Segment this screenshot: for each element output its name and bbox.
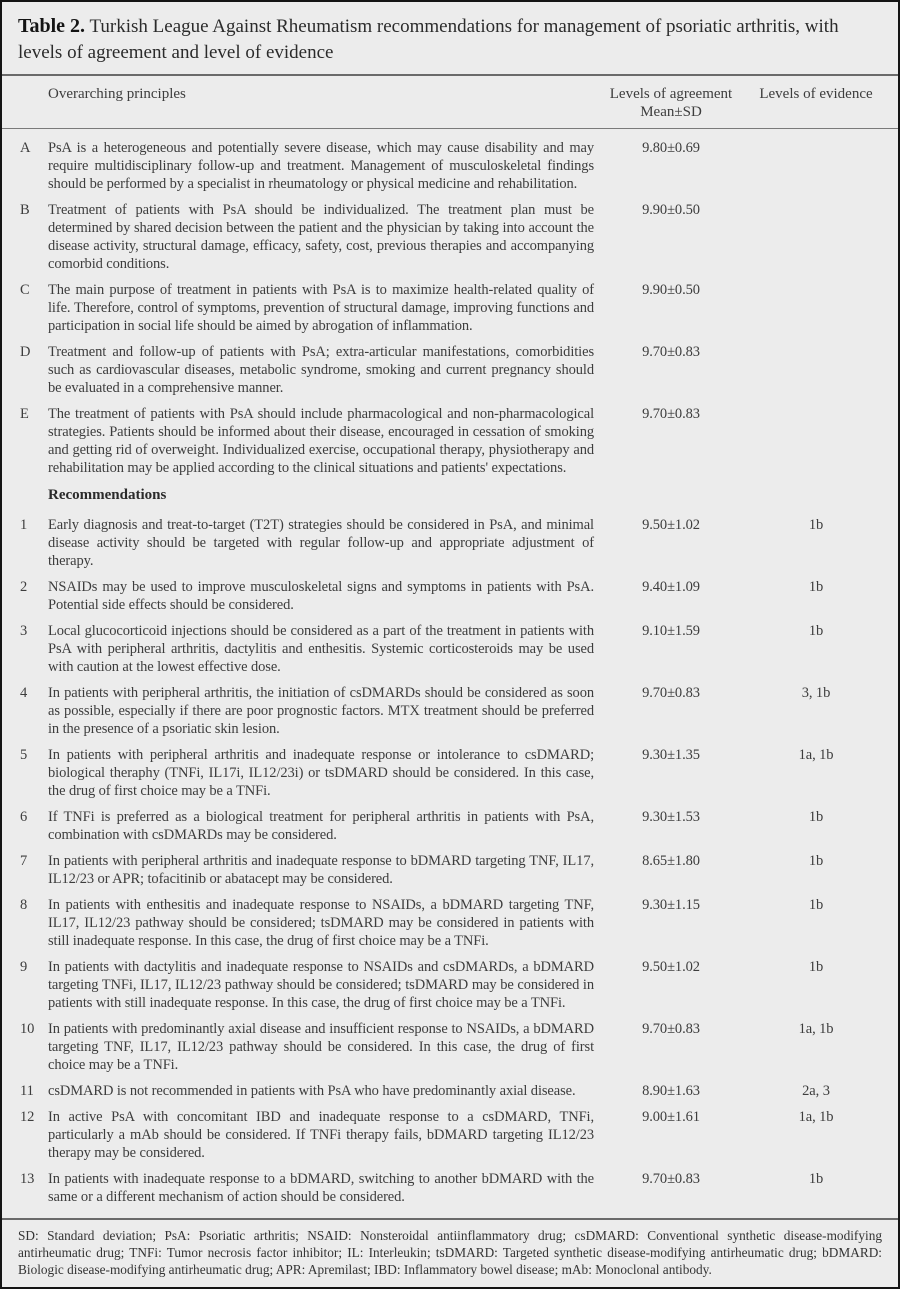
row-agreement-value: 9.50±1.02	[642, 517, 700, 533]
row-id: 1	[20, 517, 28, 533]
table-row	[18, 343, 886, 397]
table-title-label: Table 2.	[18, 15, 86, 37]
row-evidence-value: 1b	[808, 623, 824, 639]
row-agreement-value: 9.50±1.02	[642, 959, 700, 975]
row-agreement-value: 9.70±0.83	[642, 1171, 700, 1187]
row-agreement-value: 9.70±0.83	[642, 685, 700, 701]
row-text: csDMARD is not recommended in patients with PsA who have predominantly axial disease.	[48, 1083, 576, 1099]
row-id: 7	[20, 853, 28, 869]
row-agreement-value: 9.90±0.50	[642, 282, 700, 298]
row-text: In patients with peripheral arthritis and inadequate response or intolerance to csDMARD; biological theraphy (TNFi, IL17i, IL12/23i) or tsDMARD should be considered. In this case, the drug of first choice may be a TNFi.	[48, 747, 594, 799]
row-id: 11	[20, 1083, 34, 1099]
row-id: D	[20, 344, 31, 360]
row-agreement-value: 9.10±1.59	[642, 623, 700, 639]
row-text: In patients with dactylitis and inadequate response to NSAIDs and csDMARDs, a bDMARD targeting TNFi, IL17, IL12/23 pathway should be considered; tsDMARD may be considered in patients with still inadequate response. In this case, the drug of first choice may be a TNFi.	[48, 959, 594, 1011]
row-agreement-value: 9.00±1.61	[642, 1109, 700, 1125]
row-text: Early diagnosis and treat-to-target (T2T) strategies should be considered in PsA, and minimal disease activity should be targeted with regular follow-up and appropriate adjustment of therapy.	[48, 517, 594, 569]
row-evidence-value: 1b	[808, 853, 824, 869]
row-id: A	[20, 140, 31, 156]
table-row	[18, 1082, 886, 1100]
table-row	[18, 405, 886, 477]
column-header-row	[2, 76, 898, 128]
row-evidence-value: 1a, 1b	[798, 747, 834, 763]
recommendations-rows	[18, 516, 886, 1206]
row-agreement-value: 8.90±1.63	[642, 1083, 700, 1099]
table-row	[18, 746, 886, 800]
row-evidence-value: 1b	[808, 1171, 824, 1187]
row-evidence-value: 1b	[808, 897, 824, 913]
row-agreement-value: 9.40±1.09	[642, 579, 700, 595]
table-row	[18, 684, 886, 738]
row-text: The main purpose of treatment in patients with PsA is to maximize health-related quality of life. Therefore, control of symptoms, prevention of structural damage, improving functions and participation in social life should be aimed by abrogation of inflammation.	[48, 282, 594, 334]
row-text: In patients with predominantly axial disease and insufficient response to NSAIDs, a bDMARD targeting TNF, IL17, IL12/23 pathway should be considered. In this case, the drug of first choice may be a TNFi.	[48, 1021, 594, 1073]
table-body	[2, 129, 898, 1218]
row-agreement-value: 9.30±1.35	[642, 747, 700, 763]
row-id: E	[20, 406, 29, 422]
row-text: Treatment and follow-up of patients with PsA; extra-articular manifestations, comorbidities such as cardiovascular diseases, metabolic syndrome, smoking and current pregnancy should be evaluated in a comprehensive manner.	[48, 344, 594, 396]
column-header-evidence: Levels of evidence	[759, 86, 873, 102]
row-evidence-value: 2a, 3	[802, 1083, 830, 1099]
table-row	[18, 1020, 886, 1074]
row-evidence-value: 1b	[808, 809, 824, 825]
table-title-text: Turkish League Against Rheumatism recommendations for management of psoriatic arthritis, with levels of agreement and level of evidence	[18, 16, 839, 63]
row-text: If TNFi is preferred as a biological treatment for peripheral arthritis in patients with PsA, combination with csDMARDs may be considered.	[48, 809, 594, 843]
row-evidence-value: 3, 1b	[801, 685, 831, 701]
row-text: In patients with enthesitis and inadequate response to NSAIDs, a bDMARD targeting TNF, IL17, IL12/23 pathway should be considered; tsDMARD may be considered in patients with still inadequate response. In this case, the drug of first choice may be a TNFi.	[48, 897, 594, 949]
table-row	[18, 516, 886, 570]
row-id: C	[20, 282, 30, 298]
table-row	[18, 808, 886, 844]
row-id: 2	[20, 579, 28, 595]
table-row	[18, 201, 886, 273]
row-agreement-value: 9.70±0.83	[642, 406, 700, 422]
table-row	[18, 1170, 886, 1206]
row-id: 6	[20, 809, 28, 825]
section-heading-recommendations: Recommendations	[48, 487, 167, 503]
row-evidence-value: 1b	[808, 517, 824, 533]
row-agreement-value: 8.65±1.80	[642, 853, 700, 869]
row-text: In patients with peripheral arthritis, the initiation of csDMARDs should be considered as soon as possible, especially if there are poor prognostic factors. MTX treatment should be preferred in the presence of a psoriatic skin lesion.	[48, 685, 594, 737]
table-row	[18, 896, 886, 950]
table-title	[2, 2, 898, 74]
footnote: SD: Standard deviation; PsA: Psoriatic arthritis; NSAID: Nonsteroidal antiinflammatory drug; csDMARD: Conventional synthetic disease-modifying antirheumatic drug; TNFi: Tumor necrosis factor inhibitor; IL: Interleukin; tsDMARD: Targeted synthetic disease-modifying antirheumatic drug; bDMARD: Biologic disease-modifying antirheumatic drug; APR: Apremilast; IBD: Inflammatory bowel disease; mAb: Monoclonal antibody.	[2, 1218, 898, 1287]
row-evidence-value: 1a, 1b	[798, 1109, 834, 1125]
row-agreement-value: 9.90±0.50	[642, 202, 700, 218]
row-id: 4	[20, 685, 28, 701]
row-id: 12	[20, 1109, 35, 1125]
row-text: In patients with inadequate response to a bDMARD, switching to another bDMARD with the same or a different mechanism of action should be considered.	[48, 1171, 594, 1205]
row-text: In patients with peripheral arthritis and inadequate response to bDMARD targeting TNF, IL17, IL12/23 or APR; tofacitinib or abatacept may be considered.	[48, 853, 594, 887]
row-id: 8	[20, 897, 28, 913]
column-header-agreement-line2: Mean±SD	[640, 104, 702, 120]
table-row	[18, 958, 886, 1012]
row-agreement-value: 9.30±1.53	[642, 809, 700, 825]
table-row	[18, 622, 886, 676]
row-text: Local glucocorticoid injections should be considered as a part of the treatment in patients with PsA with peripheral arthritis, dactylitis and enthesitis. Systemic corticosteroids may be used with caution at the lowest effective dose.	[48, 623, 594, 675]
row-text: The treatment of patients with PsA should include pharmacological and non-pharmacological strategies. Patients should be informed about their disease, encouraged in cessation of smoking and getting rid of overweight. Individualized exercise, occupational therapy, physiotherapy and rehabilitation may be applied according to the clinical situations and patients' expectations.	[48, 406, 594, 476]
row-agreement-value: 9.80±0.69	[642, 140, 700, 156]
row-id: 5	[20, 747, 28, 763]
row-id: 9	[20, 959, 28, 975]
row-id: 10	[20, 1021, 35, 1037]
row-id: B	[20, 202, 30, 218]
row-id: 13	[20, 1171, 35, 1187]
row-text: PsA is a heterogeneous and potentially severe disease, which may cause disability and may require multidisciplinary follow-up and treatment. Management of musculoskeletal findings should be performed by a specialist in rheumatology or physical medicine and rehabilitation.	[48, 140, 594, 192]
column-header-principles: Overarching principles	[48, 86, 186, 102]
table-row	[18, 578, 886, 614]
overarching-principles-rows	[18, 139, 886, 477]
row-evidence-value: 1b	[808, 959, 824, 975]
row-agreement-value: 9.70±0.83	[642, 1021, 700, 1037]
column-header-agreement-line1: Levels of agreement	[609, 86, 733, 102]
row-text: In active PsA with concomitant IBD and inadequate response to a csDMARD, TNFi, particularly a mAb should be considered. If TNFi therapy fails, bDMARD targeting IL12/23 therapy may be considered.	[48, 1109, 594, 1161]
row-text: NSAIDs may be used to improve musculoskeletal signs and symptoms in patients with PsA. Potential side effects should be considered.	[48, 579, 594, 613]
row-agreement-value: 9.70±0.83	[642, 344, 700, 360]
row-agreement-value: 9.30±1.15	[642, 897, 700, 913]
row-text: Treatment of patients with PsA should be individualized. The treatment plan must be determined by shared decision between the patient and the physician by taking into account the disease activity, structural damage, efficacy, safety, cost, previous therapies and accompanying comorbid conditions.	[48, 202, 594, 272]
table-row	[18, 1108, 886, 1162]
row-id: 3	[20, 623, 28, 639]
table-row	[18, 852, 886, 888]
table-row	[18, 281, 886, 335]
row-evidence-value: 1b	[808, 579, 824, 595]
table-row	[18, 139, 886, 193]
row-evidence-value: 1a, 1b	[798, 1021, 834, 1037]
column-header-agreement	[596, 85, 746, 121]
